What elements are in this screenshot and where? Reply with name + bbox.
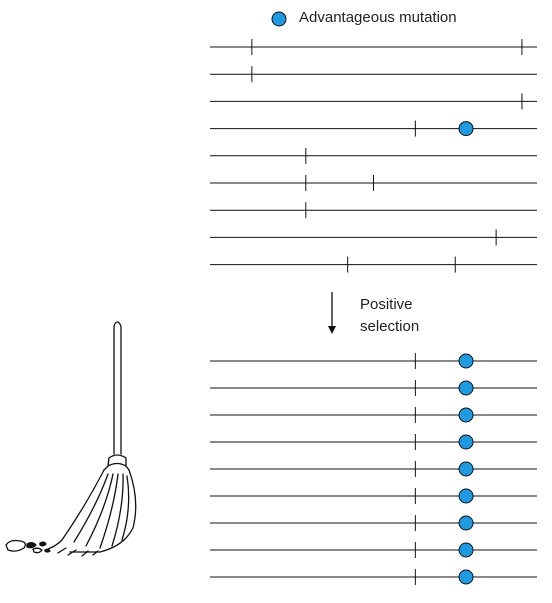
after-advantageous-mutation-dot	[459, 381, 473, 395]
legend-label: Advantageous mutation	[299, 9, 457, 26]
after-advantageous-mutation-dot	[459, 462, 473, 476]
haplotypes-before-selection	[210, 39, 537, 273]
before-advantageous-mutation-dot	[459, 122, 473, 136]
after-advantageous-mutation-dot	[459, 570, 473, 584]
after-advantageous-mutation-dot	[459, 489, 473, 503]
broom-icon	[6, 322, 136, 556]
selection-label-line1: Positive	[360, 296, 413, 313]
haplotypes-after-selection	[210, 353, 537, 585]
selection-label-line2: selection	[360, 318, 420, 335]
after-advantageous-mutation-dot	[459, 354, 473, 368]
after-advantageous-mutation-dot	[459, 435, 473, 449]
after-advantageous-mutation-dot	[459, 516, 473, 530]
legend-advantageous-dot	[272, 12, 286, 26]
after-advantageous-mutation-dot	[459, 408, 473, 422]
positive-selection-label	[360, 294, 419, 338]
positive-selection-arrow	[328, 292, 336, 334]
after-advantageous-mutation-dot	[459, 543, 473, 557]
